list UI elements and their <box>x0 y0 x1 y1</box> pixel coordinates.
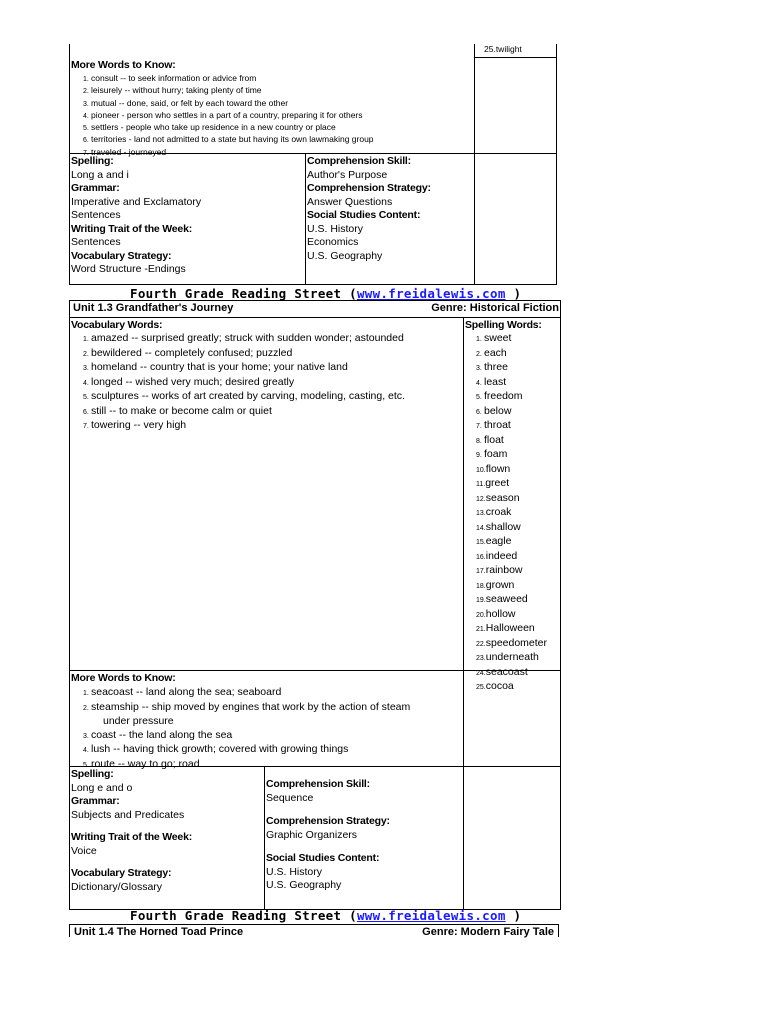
list-number: 16. <box>476 553 486 561</box>
list-text: sweet <box>484 332 512 344</box>
list-text: throat <box>484 419 511 431</box>
website-link[interactable]: www.freidalewis.com <box>356 908 506 923</box>
list-text: season <box>485 491 520 504</box>
list-number: 12. <box>476 495 486 503</box>
list-number: 2. <box>83 88 89 96</box>
spelling-word-item <box>476 680 560 695</box>
list-number: 19. <box>476 597 486 604</box>
social-studies-item: U.S. History <box>266 865 323 878</box>
list-number: 2. <box>83 704 89 712</box>
writing-trait-label: Writing Trait of the Week: <box>71 222 193 235</box>
vocabulary-list <box>83 332 461 434</box>
section2-left-cell <box>71 768 261 894</box>
vocab-strategy-label: Vocabulary Strategy: <box>71 867 172 879</box>
social-studies-label: Social Studies Content: <box>266 852 380 864</box>
vocabulary-item <box>83 419 461 434</box>
vocab-strategy-value: Word Structure -Endings <box>71 263 186 275</box>
writing-trait-value: Voice <box>71 844 97 857</box>
list-text: seacoast <box>485 665 528 678</box>
vocabulary-item <box>83 376 461 391</box>
list-number: 23. <box>476 655 486 662</box>
comp-skill-value: Sequence <box>266 791 314 804</box>
list-text: below <box>484 404 512 417</box>
unit-title: Unit 1.3 Grandfather's Journey <box>73 302 234 314</box>
list-number: 13. <box>476 510 486 517</box>
list-number: 4. <box>476 379 482 387</box>
list-text: coast -- the land along the sea <box>91 728 233 741</box>
genre-label: Genre: Historical Fiction <box>431 302 559 314</box>
list-text: indeed <box>485 549 518 562</box>
spelling-word-item <box>476 419 560 434</box>
more-words-item <box>83 110 473 122</box>
social-studies-item: Economics <box>307 236 359 248</box>
comp-strategy-value: Graphic Organizers <box>266 828 358 841</box>
more-words-item <box>83 743 461 758</box>
section1-left-cell <box>71 155 303 277</box>
footer-suffix: ) <box>505 908 522 923</box>
more-words-item <box>83 73 473 85</box>
list-text: seaweed <box>485 593 528 605</box>
section1-right-cell <box>307 155 473 263</box>
writing-trait-label: Writing Trait of the Week: <box>71 831 193 843</box>
vocabulary-item <box>83 332 461 347</box>
list-text: shallow <box>485 520 521 533</box>
next-unit-title: Unit 1.4 The Horned Toad Prince <box>74 926 244 938</box>
page-footer <box>130 908 521 923</box>
list-number: 4. <box>83 747 89 754</box>
spelling-words-title: Spelling Words: <box>465 319 542 331</box>
list-text: mutual -- done, said, or felt by each toward the other <box>91 97 289 108</box>
list-text: speedometer <box>485 636 548 649</box>
list-number: 3. <box>83 732 89 740</box>
list-text: least <box>484 375 507 388</box>
spelling-label: Spelling: <box>71 768 114 780</box>
list-number: 8. <box>476 437 482 445</box>
list-text: amazed -- surprised greatly; struck with sudden wonder; astounded <box>91 332 404 344</box>
list-number: 3. <box>83 100 89 108</box>
list-text: lush -- having thick growth; covered with growing things <box>91 743 349 755</box>
more-words-item <box>83 701 461 716</box>
writing-trait-value: Sentences <box>71 236 121 248</box>
more-words-item <box>83 715 461 729</box>
spelling-word-item <box>476 405 560 420</box>
more-words-item <box>83 98 473 110</box>
more-words-list <box>83 686 461 772</box>
list-number: 24. <box>476 669 486 677</box>
list-text: longed -- wished very much; desired greatly <box>91 375 295 388</box>
footer-text: Fourth Grade Reading Street ( <box>130 286 357 301</box>
list-number: 6. <box>476 408 482 416</box>
vocab-strategy-value: Dictionary/Glossary <box>71 880 163 893</box>
list-number: 3. <box>83 365 89 372</box>
spelling-word-item <box>476 535 560 550</box>
spelling-word-item <box>476 390 560 405</box>
list-text: three <box>484 361 508 373</box>
spelling-word-item <box>476 579 560 594</box>
list-number: 5. <box>83 761 89 769</box>
next-unit-header-partial <box>69 924 559 938</box>
list-number: 1. <box>83 76 89 83</box>
list-number: 22. <box>476 640 486 648</box>
spelling-word-item <box>476 550 560 565</box>
website-link[interactable]: www.freidalewis.com <box>356 286 506 301</box>
list-text: underneath <box>485 651 539 663</box>
spelling-word-item <box>476 506 560 521</box>
social-studies-item: U.S. History <box>307 222 364 235</box>
section2-right-cell <box>266 778 462 893</box>
spelling-word-item <box>476 492 560 507</box>
page-footer <box>130 286 521 301</box>
spelling-word-item <box>476 637 560 652</box>
comp-strategy-value: Answer Questions <box>307 195 393 208</box>
spelling-word-partial: 25.twilight <box>484 44 522 54</box>
list-text: eagle <box>485 535 512 547</box>
list-text: towering -- very high <box>91 419 187 431</box>
next-unit-genre: Genre: Modern Fairy Tale <box>422 926 554 938</box>
spelling-word-item <box>476 666 560 681</box>
list-text: consult -- to seek information or advice from <box>91 73 257 83</box>
social-studies-item: U.S. Geography <box>307 249 383 262</box>
list-text: croak <box>485 506 512 518</box>
list-text: seacoast -- land along the sea; seaboard <box>91 686 282 698</box>
list-text: steamship -- ship moved by engines that work by the action of steam <box>91 700 411 713</box>
grammar-value: Subjects and Predicates <box>71 808 185 821</box>
list-text: traveled - journeyed <box>91 146 167 157</box>
spelling-word-item <box>476 448 560 463</box>
list-number: 7. <box>476 423 482 430</box>
more-words-item <box>83 729 461 744</box>
list-text: leisurely -- without hurry; taking plenty of time <box>91 85 262 96</box>
more-words-title: More Words to Know: <box>71 672 176 684</box>
spelling-word-item <box>476 477 560 492</box>
grammar-value-cont: Sentences <box>71 209 121 221</box>
list-text: freedom <box>484 390 523 402</box>
list-number: 6. <box>83 137 89 145</box>
spelling-word-item <box>476 622 560 637</box>
list-text: still -- to make or become calm or quiet <box>91 404 272 417</box>
list-number: 21. <box>476 626 486 633</box>
list-number: 7. <box>83 149 89 157</box>
list-text: bewildered -- completely confused; puzzled <box>91 346 293 359</box>
list-number: 2. <box>83 350 89 358</box>
list-number: 17. <box>476 568 486 575</box>
list-text: float <box>484 433 504 446</box>
spelling-word-item <box>476 608 560 623</box>
list-number: 6. <box>83 408 89 416</box>
list-number: 5. <box>476 394 482 401</box>
more-words-item <box>83 134 473 146</box>
list-number: 1. <box>476 336 482 343</box>
vocabulary-item <box>83 405 461 420</box>
more-words-title: More Words to Know: <box>71 59 176 71</box>
spelling-word-item <box>476 361 560 376</box>
spelling-label: Spelling: <box>71 155 114 167</box>
grammar-value: Imperative and Exclamatory <box>71 195 202 208</box>
more-words-item <box>83 85 473 97</box>
list-number: 4. <box>83 112 89 120</box>
comp-skill-value: Author's Purpose <box>307 168 388 181</box>
comp-skill-label: Comprehension Skill: <box>266 778 370 790</box>
comp-skill-label: Comprehension Skill: <box>307 155 411 167</box>
spelling-value: Long e and o <box>71 781 133 794</box>
spelling-word-item <box>476 434 560 449</box>
list-number: 5. <box>83 394 89 401</box>
more-words-item <box>83 122 473 134</box>
spelling-word-item <box>476 593 560 608</box>
list-text: route -- way to go; road <box>91 757 200 770</box>
list-number: 18. <box>476 582 486 590</box>
list-text: cocoa <box>485 680 514 692</box>
spelling-word-item <box>476 332 560 347</box>
list-number: 20. <box>476 611 486 619</box>
list-number: 4. <box>83 379 89 387</box>
vocabulary-words-title: Vocabulary Words: <box>71 319 163 331</box>
list-number: 2. <box>476 350 482 358</box>
vocabulary-item <box>83 361 461 376</box>
list-text: sculptures -- works of art created by carving, modeling, casting, etc. <box>91 390 405 402</box>
more-words-list <box>83 73 473 159</box>
list-text: territories - land not admitted to a state but having its own lawmaking group <box>91 134 374 145</box>
list-number: 3. <box>476 365 482 372</box>
spelling-words-list <box>476 332 560 695</box>
social-studies-label: Social Studies Content: <box>307 209 421 221</box>
social-studies-item: U.S. Geography <box>266 879 342 891</box>
spelling-word-item <box>476 463 560 478</box>
grammar-label: Grammar: <box>71 182 120 194</box>
vocabulary-item <box>83 390 461 405</box>
spelling-word-item <box>476 564 560 579</box>
list-number: 9. <box>476 452 482 459</box>
list-text: homeland -- country that is your home; your native land <box>91 361 348 373</box>
grammar-label: Grammar: <box>71 795 120 807</box>
list-text: flown <box>485 462 511 475</box>
list-number: 5. <box>83 125 89 133</box>
vocab-strategy-label: Vocabulary Strategy: <box>71 249 172 262</box>
list-number: 14. <box>476 524 486 532</box>
list-number: 11. <box>476 481 486 488</box>
spelling-word-item <box>476 347 560 362</box>
footer-text: Fourth Grade Reading Street ( <box>130 908 357 923</box>
comp-strategy-label: Comprehension Strategy: <box>266 815 390 827</box>
list-number: 25. <box>476 684 486 691</box>
list-number: 15. <box>476 539 486 546</box>
list-text: under pressure <box>103 715 174 727</box>
spelling-word-item <box>476 651 560 666</box>
footer-suffix: ) <box>505 286 522 301</box>
list-text: grown <box>485 578 515 591</box>
list-text: foam <box>484 448 508 460</box>
list-text: each <box>484 346 507 359</box>
spelling-value: Long a and i <box>71 168 129 181</box>
spelling-word-item <box>476 376 560 391</box>
list-text: pioneer - person who settles in a part of a country, preparing it for others <box>91 109 363 120</box>
list-text: hollow <box>485 607 516 620</box>
list-number: 10. <box>476 466 486 474</box>
list-text: rainbow <box>485 564 523 576</box>
list-number: 7. <box>83 423 89 430</box>
more-words-item <box>83 686 461 701</box>
list-text: greet <box>485 477 510 489</box>
vocabulary-item <box>83 347 461 362</box>
list-number: 1. <box>83 690 89 697</box>
list-text: settlers - people who take up residence in a new country or place <box>91 122 336 133</box>
spelling-word-item <box>476 521 560 536</box>
list-number: 1. <box>83 336 89 343</box>
comp-strategy-label: Comprehension Strategy: <box>307 182 431 194</box>
list-text: Halloween <box>485 622 535 634</box>
